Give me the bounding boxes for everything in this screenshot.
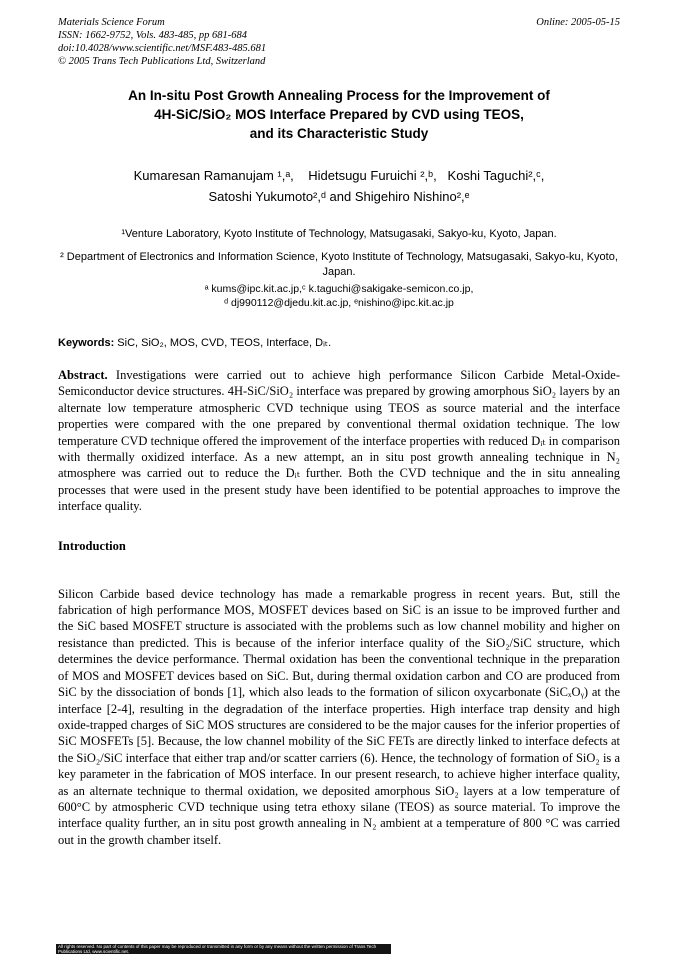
- journal-header-left: [58, 16, 266, 68]
- keywords-text: SiC, SiO₂, MOS, CVD, TEOS, Interface, Dᵢₜ.: [114, 337, 332, 349]
- paper-title-line-3: and its Characteristic Study: [249, 126, 429, 141]
- paper-title: [58, 86, 620, 143]
- rights-text: All rights reserved. No part of contents of this paper may be reproduced or transmitted in any form or by any means without the written permission of Trans Tech Publications Ltd, www.scientific.net.: [58, 944, 377, 954]
- author-emails: [58, 282, 620, 310]
- email-line-1: ᵃ kums@ipc.kit.ac.jp,ᶜ k.taguchi@sakigake-semicon.co.jp,: [204, 283, 474, 295]
- affiliation-2: ² Department of Electronics and Information Science, Kyoto Institute of Technology, Matsugasaki, Sakyo-ku, Kyoto, Japan.: [60, 251, 618, 278]
- rights-footer-bar: [56, 944, 391, 954]
- abstract-label: Abstract.: [58, 368, 108, 382]
- affiliations-block: [58, 227, 620, 310]
- abstract-text: Investigations were carried out to achieve high performance Silicon Carbide Metal-Oxide-Semiconductor device structures. 4H-SiC/SiO₂ interface was prepared by growing amorphous SiO₂ layers by an alternate low temperature atmospheric CVD technique using TEOS as source material and the interface properties were compared with the one prepared by conventional thermal oxidation technique. The low temperature CVD technique offered the improvement of the interface properties with reduced Dᵢₜ in comparison with thermally oxidized interface. As a new attempt, an in situ post growth annealing technique in N₂ atmosphere was carried out to reduce the Dᵢₜ further. Both the CVD technique and the in situ annealing processes that were used in the present study have been identified to be potential approaches to improve the interface quality.: [58, 368, 620, 514]
- abstract-paragraph: [58, 367, 620, 515]
- issn-line: ISSN: 1662-9752, Vols. 483-485, pp 681-684: [58, 30, 247, 41]
- paper-title-line-1: An In-situ Post Growth Annealing Process for the Improvement of: [128, 88, 550, 103]
- journal-header: [58, 16, 620, 68]
- email-line-2: ᵈ dj990112@djedu.kit.ac.jp, ᵉnishino@ipc.kit.ac.jp: [224, 297, 454, 309]
- doi-line: doi:10.4028/www.scientific.net/MSF.483-485.681: [58, 43, 267, 54]
- author-line-2: Satoshi Yukumoto²,ᵈ and Shigehiro Nishino²,ᵉ: [208, 189, 470, 204]
- affiliation-1: ¹Venture Laboratory, Kyoto Institute of Technology, Matsugasaki, Sakyo-ku, Kyoto, Japan.: [121, 228, 557, 240]
- paper-title-line-2: 4H-SiC/SiO₂ MOS Interface Prepared by CVD using TEOS,: [154, 107, 524, 122]
- copyright-line: © 2005 Trans Tech Publications Ltd, Switzerland: [58, 56, 266, 67]
- introduction-paragraph: Silicon Carbide based device technology has made a remarkable progress in recent years. But, still the fabrication of high performance MOS, MOSFET devices based on SiC is an issue to be improved further and the SiC based MOSFET structure is associated with the problems such as low channel mobility and higher on resistance than predicted. This is because of the inferior interface quality of the SiO₂/SiC structure, which determines the device performance. Thermal oxidation has been the conventional technique in the preparation of MOS and MOSFET devices based on SiC. But, during thermal oxidation carbon and CO are produced from SiC by the dissociation of bonds [1], which also leads to the formation of silicon oxycarbonate (SiCₓOᵧ) at the interface [2-4], resulting in the degradation of the interface properties. High interface trap density and high oxide-trapped charges of SiC MOS structures are considered to be the major causes for the inferior properties of SiC MOSFETs [5]. Because, the low channel mobility of the SiC FETs are directly linked to interface defects at the SiO₂/SiC interface that either trap and/or scatter carriers (6). Hence, the technology of formation of SiO₂ is a key parameter in the fabrication of MOS interface. In our present research, to achieve higher interface quality, as an alternate technique to thermal oxidation, we deposited amorphous SiO₂ layers at a low temperature of 600°C by atmospheric CVD technique using tetra ethoxy silane (TEOS) as source material. To improve the interface quality further, an in situ post growth annealing in N₂ ambient at a temperature of 800 °C was carried out in the growth chamber itself.: [58, 586, 620, 847]
- section-heading-introduction: Introduction: [58, 538, 126, 553]
- author-list: [58, 165, 620, 207]
- online-date: Online: 2005-05-15: [536, 17, 620, 28]
- author-line-1: Kumaresan Ramanujam ¹,ᵃ, Hidetsugu Furuichi ²,ᵇ, Koshi Taguchi²,ᶜ,: [133, 168, 545, 183]
- journal-name: Materials Science Forum: [58, 17, 165, 28]
- keywords-line: [58, 336, 620, 351]
- keywords-label: Keywords:: [58, 337, 115, 349]
